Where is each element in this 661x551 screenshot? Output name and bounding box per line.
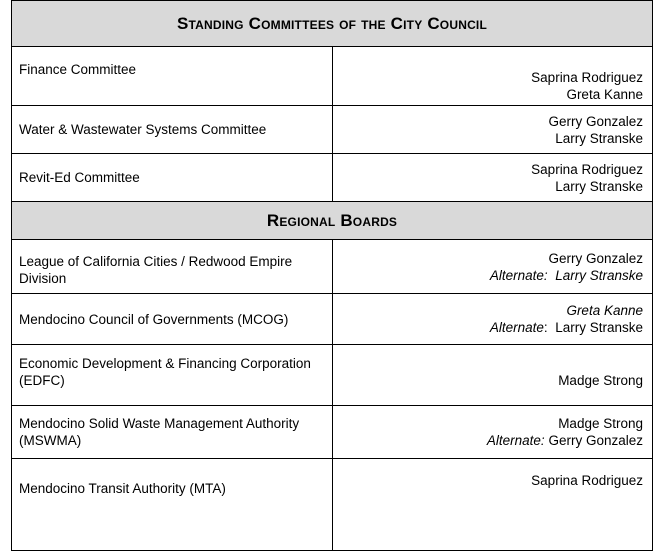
table-row — [12, 294, 653, 345]
member-name: Saprina Rodriguez — [531, 161, 643, 177]
board-members — [332, 345, 653, 406]
member-name: Gerry Gonzalez — [548, 113, 643, 129]
regional-boards-header-row — [12, 202, 653, 240]
board-name: Mendocino Council of Governments (MCOG) — [12, 294, 333, 345]
member-name: Saprina Rodriguez — [531, 473, 643, 488]
alternate-label: Alternate: — [489, 267, 548, 283]
board-members — [332, 459, 653, 551]
alternate-name: Larry Stranske — [555, 320, 643, 335]
committee-name: Finance Committee — [12, 47, 333, 106]
regional-boards-title: Regional Boards — [12, 202, 653, 240]
board-name: Mendocino Solid Waste Management Authority (MSWMA) — [12, 406, 333, 459]
committee-members — [332, 47, 653, 106]
table-row — [12, 106, 653, 154]
alternate-label: Alternate — [489, 320, 544, 335]
alternate-line — [333, 267, 644, 284]
standing-committees-header-row — [12, 1, 653, 47]
member-name: Larry Stranske — [555, 178, 643, 194]
table-row — [12, 47, 653, 106]
board-name: League of California Cities / Redwood Empire Division — [12, 240, 333, 294]
alternate-line: Alternate: Larry Stranske — [489, 320, 643, 335]
board-members — [332, 240, 653, 294]
table-row — [12, 345, 653, 406]
committees-table — [11, 0, 653, 551]
table-row — [12, 406, 653, 459]
member-name: Madge Strong — [558, 416, 643, 431]
board-name: Economic Development & Financing Corporation (EDFC) — [12, 345, 333, 406]
alternate-label: Alternate: — [486, 433, 545, 448]
alternate-name: Gerry Gonzalez — [548, 433, 643, 448]
member-name: Madge Strong — [558, 372, 643, 388]
board-name: Mendocino Transit Authority (MTA) — [12, 459, 333, 551]
table-row — [12, 240, 653, 294]
alternate-name: Larry Stranske — [555, 267, 643, 283]
member-name: Gerry Gonzalez — [548, 250, 643, 266]
member-name: Greta Kanne — [566, 303, 643, 318]
member-name: Saprina Rodriguez — [531, 70, 643, 85]
table-row — [12, 154, 653, 202]
standing-committees-title: Standing Committees of the City Council — [12, 1, 653, 47]
board-members — [332, 406, 653, 459]
committee-name: Water & Wastewater Systems Committee — [12, 106, 333, 154]
table-row — [12, 459, 653, 551]
board-members — [332, 294, 653, 345]
committee-name: Revit-Ed Committee — [12, 154, 333, 202]
committee-members — [332, 106, 653, 154]
alternate-line — [333, 432, 644, 449]
committee-members — [332, 154, 653, 202]
member-name: Greta Kanne — [566, 87, 643, 102]
member-name: Larry Stranske — [555, 130, 643, 146]
